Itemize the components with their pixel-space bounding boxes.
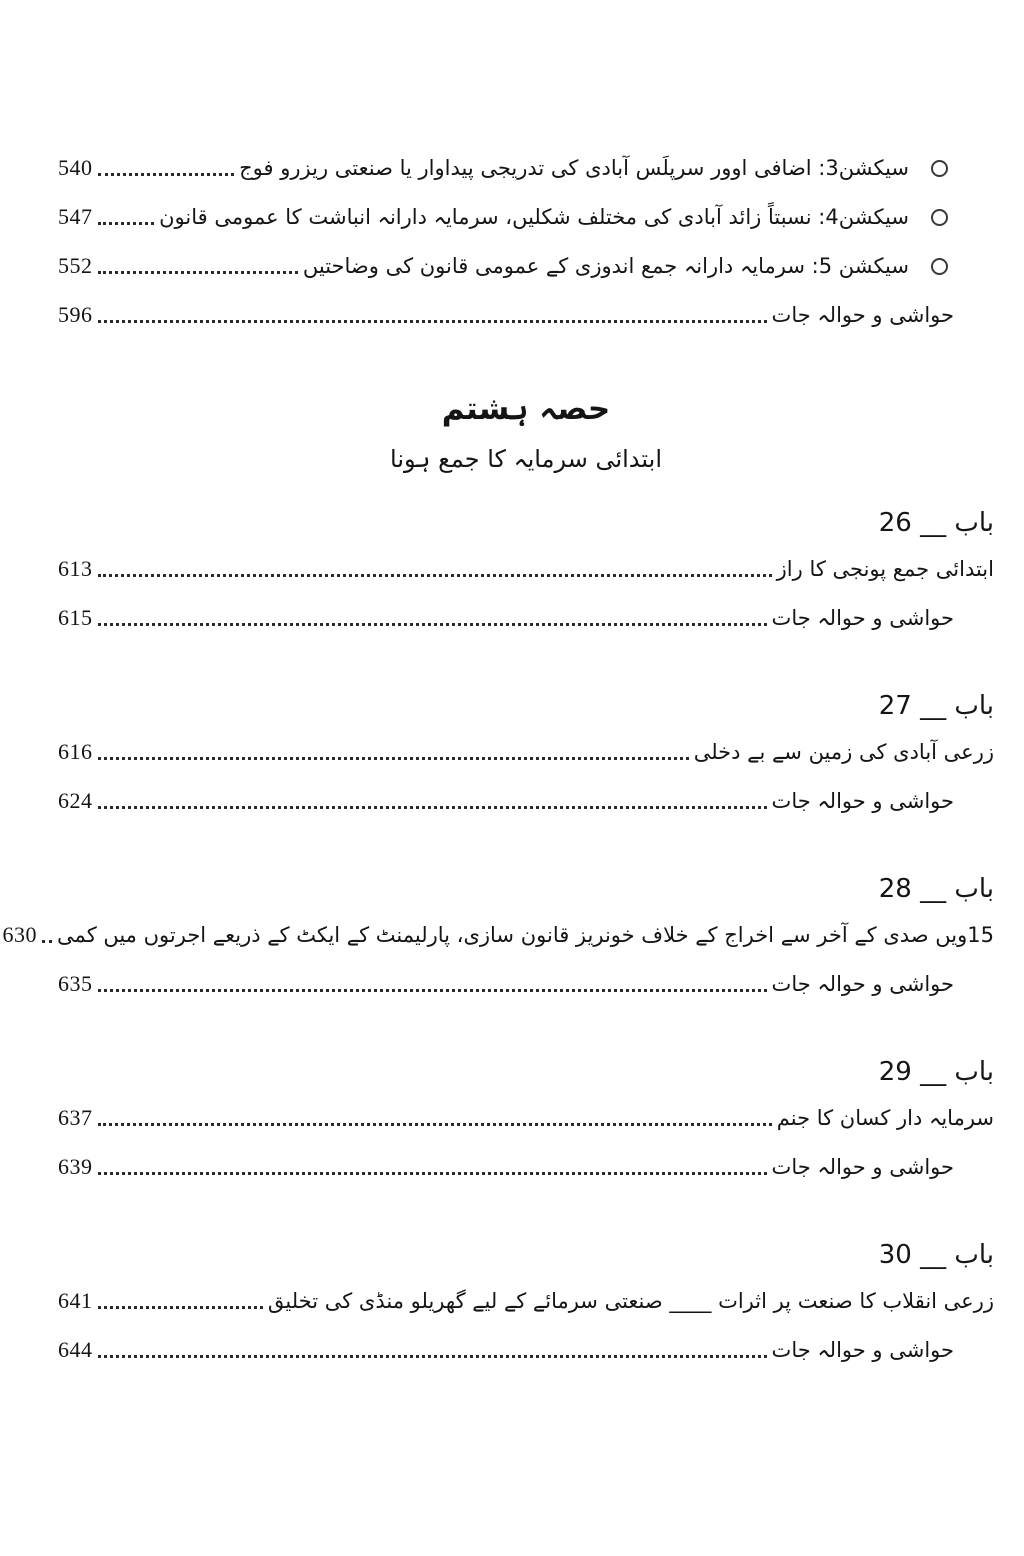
- dotted-leader: [98, 320, 767, 323]
- dotted-leader: [98, 623, 767, 626]
- toc-entry-page: 552: [58, 253, 93, 278]
- dotted-leader: [98, 222, 155, 225]
- part-title: حصہ ہشتم: [441, 391, 611, 427]
- toc-footnotes-row: [58, 600, 994, 636]
- toc-entry-title: سیکشن 5: سرمایہ دارانہ جمع اندوزی کے عمومی قانون کی وضاحتیں: [302, 254, 909, 278]
- toc-entry-title: زرعی آبادی کی زمین سے بے دخلی: [693, 740, 994, 764]
- toc-footnotes-row: [58, 783, 994, 819]
- dotted-leader: [98, 1172, 767, 1175]
- toc-entry-page: 641: [58, 1288, 93, 1313]
- chapter-heading: باب __ 30: [878, 1240, 994, 1270]
- chapter-heading: باب __ 26: [878, 508, 994, 538]
- dotted-leader: [98, 271, 298, 274]
- chapter-block: [2, 869, 994, 1002]
- toc-entry-page: 613: [58, 556, 93, 581]
- toc-chapter-title-row: [2, 917, 994, 953]
- dotted-leader: [98, 574, 772, 577]
- chapter-block: [58, 503, 994, 636]
- chapter-block: [58, 1052, 994, 1185]
- chapter-heading: باب __ 29: [878, 1057, 994, 1087]
- toc-entry-title: حواشی و حوالہ جات: [771, 789, 954, 813]
- dotted-leader: [98, 757, 689, 760]
- toc-entry-page: 596: [58, 302, 93, 327]
- toc-entry-page: 630: [2, 922, 38, 947]
- toc-entry-page: 615: [58, 605, 93, 630]
- toc-entry-title: سیکشن4: نسبتاً زائد آبادی کی مختلف شکلیں، سرمایہ دارانہ انباشت کا عمومی قانون: [159, 205, 909, 229]
- toc-entry-page: 616: [58, 739, 93, 764]
- toc-chapter-title-row: [58, 1283, 994, 1319]
- toc-entry-title: سیکشن3: اضافی اوور سرپلَس آبادی کی تدریجی پیداوار یا صنعتی ریزرو فوج: [239, 156, 909, 180]
- dotted-leader: [98, 1123, 772, 1126]
- toc-entry-title: 15ویں صدی کے آخر سے اخراج کے خلاف خونریز قانون سازی، پارلیمنٹ کے ایکٹ کے ذریعے اجرتوں میں کمی: [57, 923, 994, 947]
- toc-entry-page: 644: [58, 1337, 93, 1362]
- part-heading-block: [58, 387, 994, 479]
- toc-entry-page: 547: [58, 204, 93, 229]
- toc-footnotes-row: [58, 966, 994, 1002]
- part-subtitle: ابتدائی سرمایہ کا جمع ہونا: [390, 445, 662, 473]
- dotted-leader: [98, 806, 767, 809]
- dotted-leader: [42, 940, 52, 943]
- toc-entry-title: حواشی و حوالہ جات: [771, 303, 954, 327]
- toc-entry-title: حواشی و حوالہ جات: [771, 1155, 954, 1179]
- dotted-leader: [98, 989, 767, 992]
- toc-entry-title: حواشی و حوالہ جات: [771, 972, 954, 996]
- toc-chapter-title-row: [58, 551, 994, 587]
- dotted-leader: [98, 1355, 767, 1358]
- dotted-leader: [98, 173, 235, 176]
- toc-entry-title: حواشی و حوالہ جات: [771, 606, 954, 630]
- toc-entry-page: 639: [58, 1154, 93, 1179]
- toc-entry-title: زرعی انقلاب کا صنعت پر اثرات ____ صنعتی سرمائے کے لیے گھریلو منڈی کی تخلیق: [267, 1289, 994, 1313]
- toc-footnotes-row: [58, 1149, 994, 1185]
- circle-bullet-icon: [931, 160, 948, 177]
- circle-bullet-icon: [931, 209, 948, 226]
- toc-entry-title: سرمایہ دار کسان کا جنم: [776, 1106, 994, 1130]
- toc-entry-title: ابتدائی جمع پونجی کا راز: [776, 557, 994, 581]
- toc-footnotes-row: [58, 1332, 994, 1368]
- circle-bullet-icon: [931, 258, 948, 275]
- chapter-block: [58, 1235, 994, 1368]
- toc-section-row: [58, 248, 994, 284]
- chapter-heading: باب __ 28: [878, 874, 994, 904]
- toc-entry-page: 635: [58, 971, 93, 996]
- dotted-leader: [98, 1306, 263, 1309]
- toc-footnotes-row: [58, 297, 994, 333]
- toc-chapter-title-row: [58, 734, 994, 770]
- toc-entry-title: حواشی و حوالہ جات: [771, 1338, 954, 1362]
- toc-section-row: [58, 150, 994, 186]
- toc-section-row: [58, 199, 994, 235]
- toc-entry-page: 540: [58, 155, 93, 180]
- toc-entry-page: 637: [58, 1105, 93, 1130]
- toc-entry-page: 624: [58, 788, 93, 813]
- chapter-heading: باب __ 27: [878, 691, 994, 721]
- chapter-block: [58, 686, 994, 819]
- toc-chapter-title-row: [58, 1100, 994, 1136]
